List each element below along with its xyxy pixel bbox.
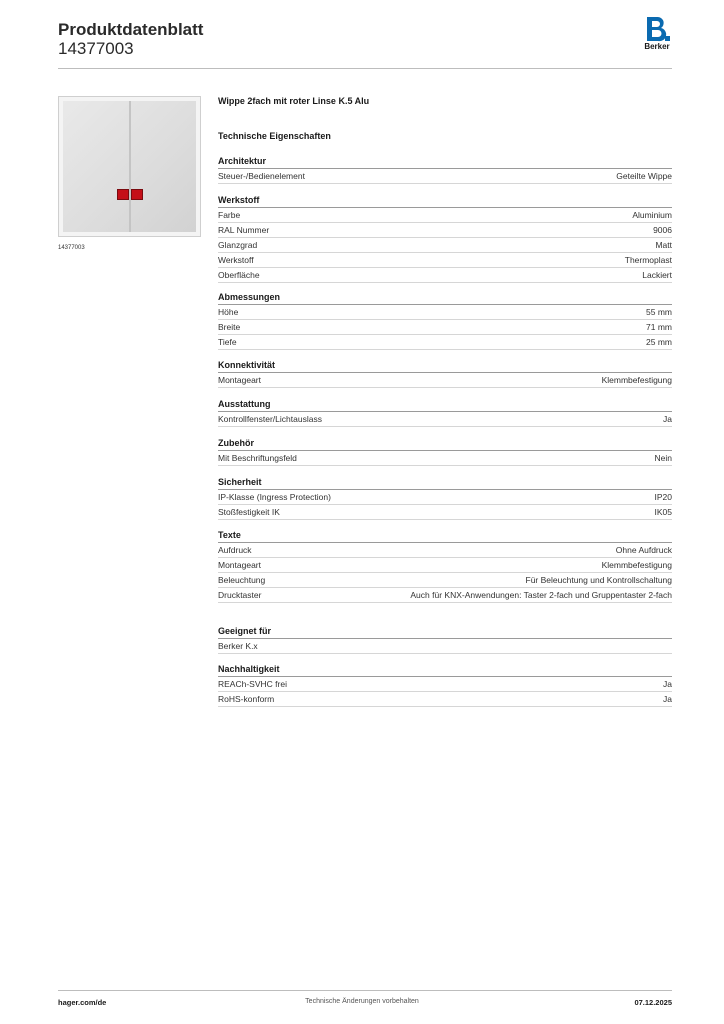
spec-row — [218, 335, 672, 350]
spec-section-title: Architektur — [218, 155, 672, 169]
footer-divider — [58, 990, 672, 991]
spec-row — [218, 238, 672, 253]
spec-value: IP20 — [654, 492, 672, 502]
spec-label: REACh-SVHC frei — [218, 679, 287, 689]
spec-section-title: Ausstattung — [218, 398, 672, 412]
spec-label: Stoßfestigkeit IK — [218, 507, 280, 517]
spec-row — [218, 573, 672, 588]
spec-label: IP-Klasse (Ingress Protection) — [218, 492, 331, 502]
spec-label: Berker K.x — [218, 641, 258, 651]
spec-section-title: Zubehör — [218, 437, 672, 451]
technical-properties-heading: Technische Eigenschaften — [218, 131, 331, 141]
spec-row — [218, 208, 672, 223]
spec-value: Ja — [663, 694, 672, 704]
spec-label: Breite — [218, 322, 241, 332]
spec-row — [218, 505, 672, 520]
spec-label: Glanzgrad — [218, 240, 258, 250]
berker-b-icon — [640, 15, 674, 43]
spec-section — [218, 625, 672, 654]
spec-label: Aufdruck — [218, 545, 252, 555]
spec-row — [218, 490, 672, 505]
spec-section-title: Abmessungen — [218, 291, 672, 305]
spec-row — [218, 412, 672, 427]
spec-section-title: Geeignet für — [218, 625, 672, 639]
logo-wordmark: Berker — [644, 42, 670, 51]
rocker-plate — [63, 101, 196, 232]
spec-row — [218, 677, 672, 692]
spec-label: Montageart — [218, 560, 261, 570]
product-name: Wippe 2fach mit roter Linse K.5 Alu — [218, 96, 370, 106]
spec-value: 71 mm — [646, 322, 672, 332]
spec-row — [218, 253, 672, 268]
spec-value: Auch für KNX-Anwendungen: Taster 2-fach und Gruppentaster 2-fach — [410, 590, 672, 600]
spec-section — [218, 359, 672, 388]
spec-row — [218, 692, 672, 707]
spec-label: Höhe — [218, 307, 239, 317]
spec-section — [218, 194, 672, 283]
spec-section — [218, 398, 672, 427]
spec-row — [218, 543, 672, 558]
page-title: Produktdatenblatt — [58, 20, 204, 39]
product-image — [58, 96, 201, 237]
spec-value: Klemmbefestigung — [601, 375, 672, 385]
spec-value: Für Beleuchtung und Kontrollschaltung — [525, 575, 672, 585]
spec-label: Oberfläche — [218, 270, 260, 280]
spec-row — [218, 451, 672, 466]
footer-date: 07.12.2025 — [634, 998, 672, 1007]
spec-value: IK05 — [654, 507, 672, 517]
spec-value: Matt — [655, 240, 672, 250]
red-lens-right — [131, 189, 143, 200]
spec-label: Montageart — [218, 375, 261, 385]
spec-row — [218, 320, 672, 335]
spec-section-title: Konnektivität — [218, 359, 672, 373]
spec-section — [218, 663, 672, 707]
spec-value: Klemmbefestigung — [601, 560, 672, 570]
spec-value: Lackiert — [642, 270, 672, 280]
footer-website: hager.com/de — [58, 998, 107, 1007]
spec-value: Ohne Aufdruck — [615, 545, 672, 555]
spec-label: Kontrollfenster/Lichtauslass — [218, 414, 322, 424]
spec-row — [218, 373, 672, 388]
spec-row — [218, 588, 672, 603]
spec-value: 9006 — [653, 225, 672, 235]
spec-label: Steuer-/Bedienelement — [218, 171, 305, 181]
spec-row — [218, 305, 672, 320]
spec-label: RoHS-konform — [218, 694, 275, 704]
spec-section-title: Nachhaltigkeit — [218, 663, 672, 677]
footer-notice: Technische Änderungen vorbehalten — [305, 998, 419, 1005]
spec-value: 55 mm — [646, 307, 672, 317]
spec-value: 25 mm — [646, 337, 672, 347]
berker-logo — [640, 15, 674, 55]
product-number: 14377003 — [58, 39, 134, 58]
spec-label: Mit Beschriftungsfeld — [218, 453, 297, 463]
spec-value: Ja — [663, 414, 672, 424]
spec-section — [218, 437, 672, 466]
spec-label: Werkstoff — [218, 255, 254, 265]
spec-label: Drucktaster — [218, 590, 262, 600]
spec-section-title: Werkstoff — [218, 194, 672, 208]
image-caption: 14377003 — [58, 245, 85, 251]
spec-label: RAL Nummer — [218, 225, 270, 235]
spec-value: Nein — [654, 453, 672, 463]
spec-section — [218, 155, 672, 184]
spec-row — [218, 169, 672, 184]
spec-value: Geteilte Wippe — [616, 171, 672, 181]
spec-label: Farbe — [218, 210, 241, 220]
header-divider — [58, 68, 672, 69]
spec-value: Aluminium — [632, 210, 672, 220]
rocker-seam — [129, 101, 131, 232]
spec-section — [218, 529, 672, 603]
spec-section-title: Texte — [218, 529, 672, 543]
spec-label: Beleuchtung — [218, 575, 266, 585]
spec-section-title: Sicherheit — [218, 476, 672, 490]
spec-row — [218, 223, 672, 238]
spec-value: Ja — [663, 679, 672, 689]
spec-value: Thermoplast — [624, 255, 672, 265]
red-lens-left — [117, 189, 129, 200]
spec-row — [218, 268, 672, 283]
spec-label: Tiefe — [218, 337, 237, 347]
spec-row — [218, 639, 672, 654]
spec-row — [218, 558, 672, 573]
spec-section — [218, 291, 672, 350]
spec-section — [218, 476, 672, 520]
